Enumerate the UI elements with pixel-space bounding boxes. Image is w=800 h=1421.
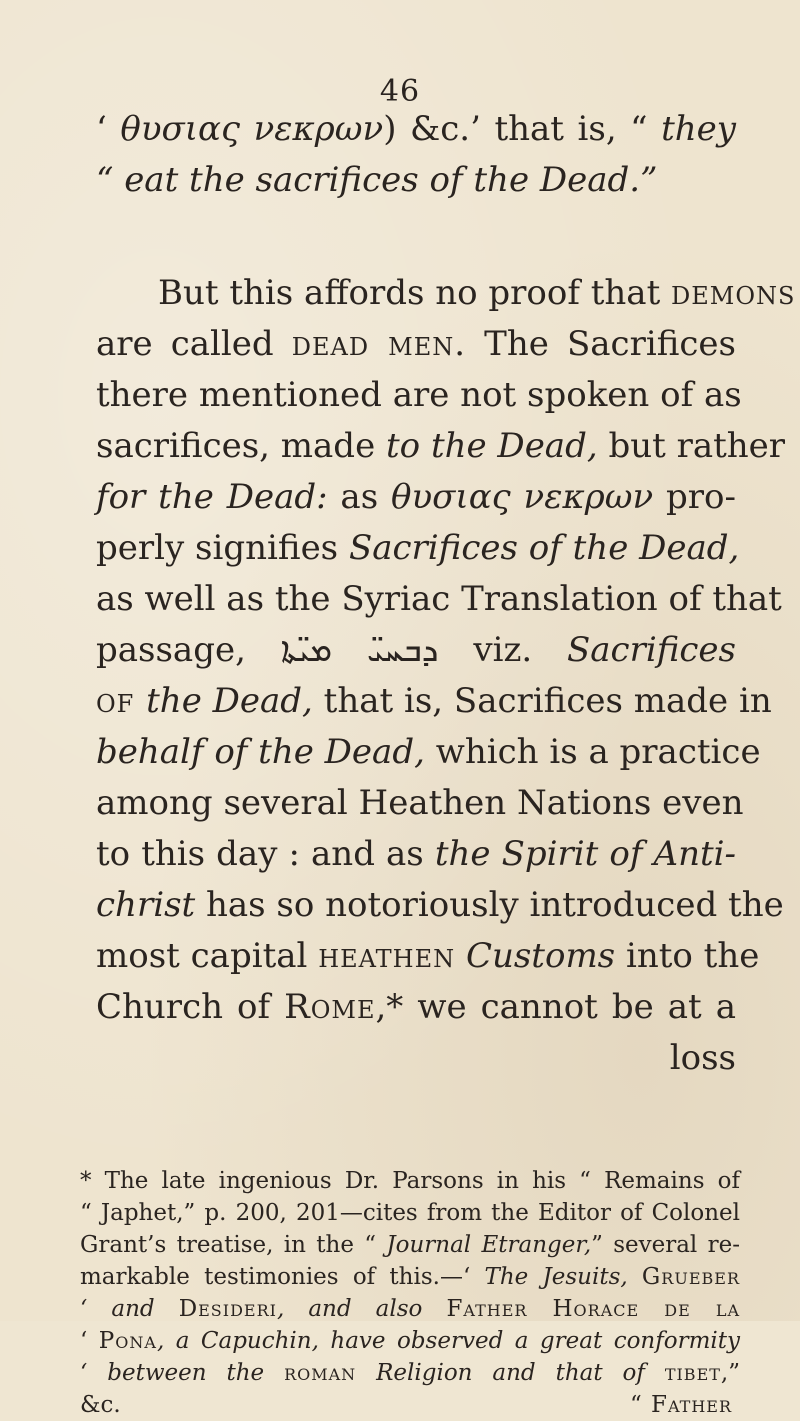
text-line: “ eat the sacrifices of the Dead.” — [96, 160, 658, 200]
text-line: Church of Rome,* we cannot be at a — [96, 987, 737, 1027]
footnote-line: Grant’s treatise, in the “ Journal Etranger,” several re- — [80, 1232, 740, 1258]
catchword: loss — [669, 1038, 736, 1078]
footnote-catchword: “ Father — [629, 1392, 732, 1418]
footnote-line: ‘ between the roman Religion and that of tibet,” — [80, 1360, 740, 1386]
text-line: passage, ܕܒܚܝ̈ ܡܝ̈ܬܐ viz. Sacrifices — [96, 630, 737, 670]
greek-phrase: θυσιας νεκρων — [120, 109, 384, 149]
text-line: are called dead men. The Sacrifices — [96, 324, 736, 364]
footnote-line: “ Japhet,” p. 200, 201—cites from the Editor of Colonel — [80, 1200, 740, 1226]
text-line: of the Dead, that is, Sacrifices made in — [96, 681, 772, 721]
text-line: sacrifices, made to the Dead, but rather — [96, 426, 786, 466]
footnote-line: ‘ and Desideri, and also Father Horace de la — [80, 1296, 740, 1322]
text-line: among several Heathen Nations even — [96, 783, 744, 823]
text-line: behalf of the Dead, which is a practice — [96, 732, 761, 772]
page-number: 46 — [379, 74, 421, 109]
text-line: perly signifies Sacrifices of the Dead, — [96, 528, 740, 568]
footnote-line: ‘ Pona, a Capuchin, have observed a great conformity — [80, 1328, 740, 1354]
text-line: christ has so notoriously introduced the — [96, 885, 784, 925]
footnote-line: * The late ingenious Dr. Parsons in his “ Remains of — [80, 1168, 740, 1194]
footnote-line: &c. “ Father — [80, 1389, 740, 1421]
text-line: But this affords no proof that demons — [158, 273, 796, 313]
greek-phrase: θυσιας νεκρων — [391, 477, 654, 517]
text-line: ‘ θυσιας νεκρων) &c.’ that is, “ they — [96, 109, 736, 149]
text-line: for the Dead: as θυσιας νεκρων pro- — [96, 477, 736, 517]
text-line: there mentioned are not spoken of as — [96, 375, 742, 415]
main-text — [96, 104, 796, 1084]
footnote — [80, 1165, 740, 1421]
text-line: most capital heathen Customs into the — [96, 936, 760, 976]
paragraph-gap — [96, 206, 736, 268]
syriac-phrase: ܕܒܚܝ̈ ܡܝ̈ܬܐ — [280, 630, 439, 670]
text-line: as well as the Syriac Translation of that — [96, 579, 782, 619]
footnote-line: markable testimonies of this.—‘ The Jesuits, Grueber — [80, 1264, 740, 1290]
text-line: to this day : and as the Spirit of Anti- — [96, 834, 736, 874]
